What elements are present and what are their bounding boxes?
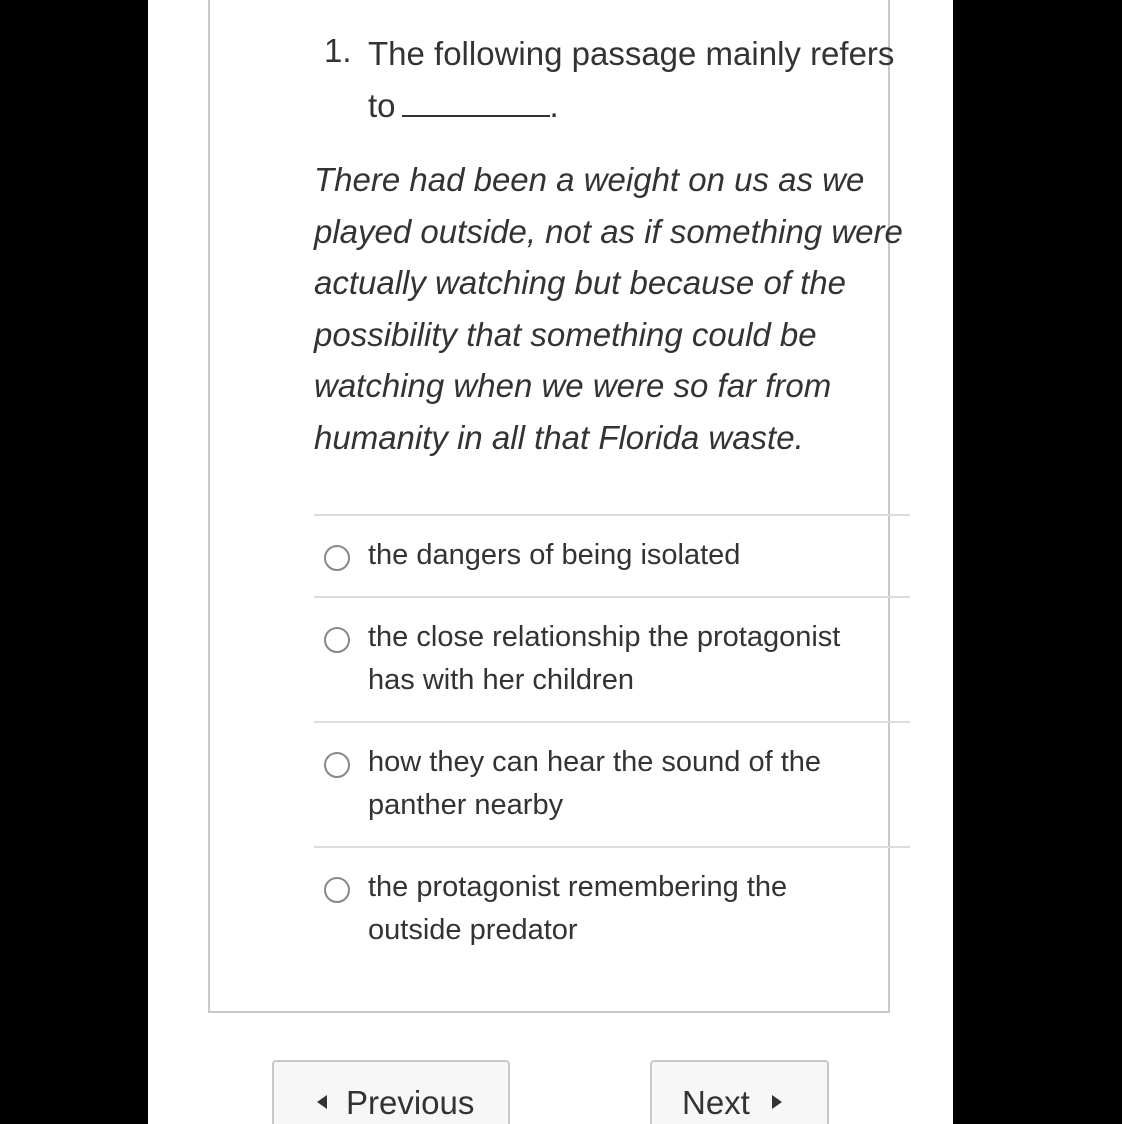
answer-option-1[interactable]	[314, 514, 910, 596]
question-number: 1.	[324, 32, 352, 69]
answer-options	[314, 514, 910, 971]
radio-button-icon[interactable]	[324, 752, 350, 778]
answer-option-label[interactable]: how they can hear the sound of the panther nearby	[368, 746, 822, 821]
answer-option-label[interactable]: the dangers of being isolated	[368, 539, 741, 571]
radio-button-icon[interactable]	[324, 545, 350, 571]
caret-left-icon	[317, 1095, 327, 1109]
answer-option-3[interactable]	[314, 721, 910, 846]
next-button-label: Next	[682, 1084, 750, 1121]
passage-text: There had been a weight on us as we played outside, not as if something were actually watching but because of the possibility that something could be watching when we were so far from humanity in all that Florida waste.	[314, 161, 903, 456]
answer-option-4[interactable]	[314, 846, 910, 971]
previous-button[interactable]	[272, 1060, 510, 1124]
answer-option-2[interactable]	[314, 596, 910, 721]
question-card	[208, 0, 903, 1013]
next-button[interactable]	[650, 1060, 829, 1124]
radio-button-icon[interactable]	[324, 877, 350, 903]
answer-option-label[interactable]: the close relationship the protagonist has with her children	[368, 621, 841, 696]
question-prompt	[368, 28, 928, 132]
quiz-page	[148, 0, 953, 1124]
caret-right-icon	[772, 1095, 782, 1109]
question-end-punct: .	[549, 87, 559, 124]
answer-option-label[interactable]: the protagonist remembering the outside predator	[368, 871, 788, 946]
question-text: The following passage mainly refers to	[368, 35, 895, 124]
answer-blank	[402, 87, 550, 117]
radio-button-icon[interactable]	[324, 627, 350, 653]
previous-button-label: Previous	[346, 1084, 475, 1121]
